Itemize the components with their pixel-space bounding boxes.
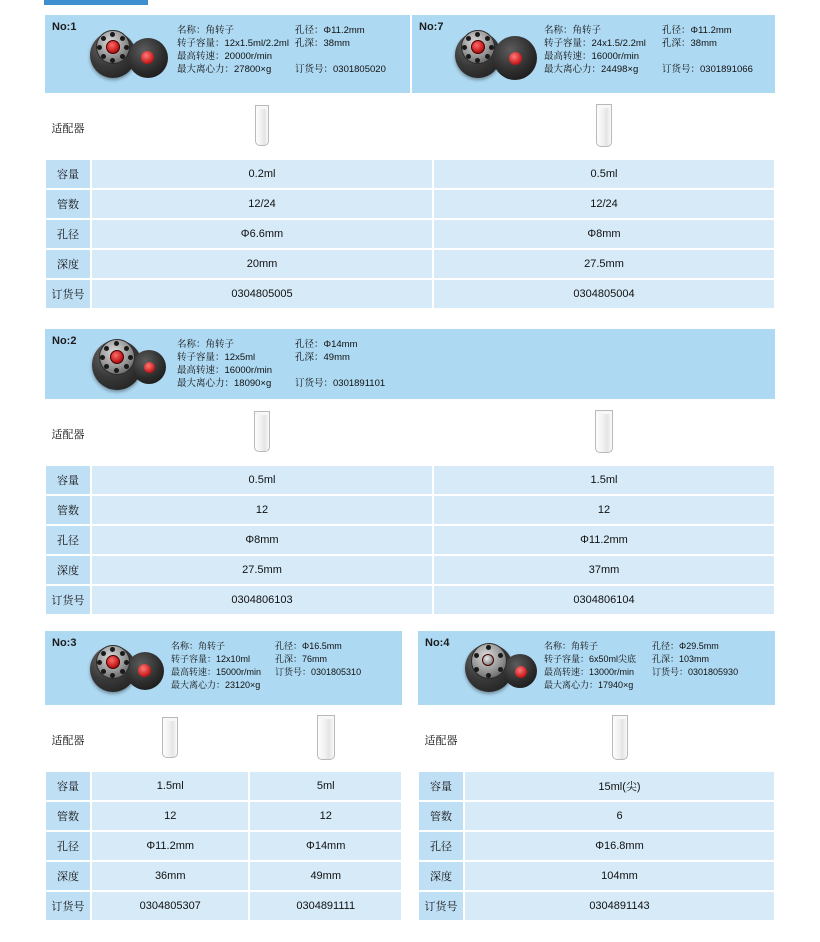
spec-val-holedia: Φ16.5mm [302, 641, 342, 651]
spec-val-name: 角转子 [205, 25, 235, 36]
spec-key-name: 名称： [544, 25, 573, 36]
tube-icon [162, 720, 178, 758]
cell-tube-count: 12 [250, 802, 401, 830]
rotor-spec-no1 [177, 15, 410, 93]
table-row-adapter [46, 710, 401, 770]
spec-key-name: 名称： [177, 25, 206, 36]
table-row-adapter [46, 404, 774, 464]
adapter-cell [250, 710, 401, 770]
rotor-image-no3 [85, 631, 171, 705]
spec-val-rcf: 24498×g [601, 64, 639, 75]
cell-capacity: 0.2ml [92, 160, 432, 188]
adapter-cell [434, 404, 774, 464]
cell-capacity: 0.5ml [92, 466, 432, 494]
rotor-number-label: No:1 [52, 21, 77, 33]
cell-depth: 27.5mm [92, 556, 432, 584]
row-label-order-no: 订货号 [46, 892, 90, 920]
row-label-tube-count: 管数 [46, 496, 90, 524]
table-row [46, 190, 774, 218]
spec-val-partno: 0301891101 [333, 378, 386, 389]
spec-val-name: 角转子 [205, 339, 235, 350]
table-row [46, 280, 774, 308]
row-label-bore: 孔径 [419, 832, 463, 860]
rotor-header-band-2 [44, 328, 776, 400]
rotor-header-no7 [410, 15, 775, 93]
spec-val-partno: 0301891066 [700, 64, 753, 75]
spec-key-holedepth: 孔深： [295, 38, 324, 49]
rotor-block-2 [44, 328, 776, 616]
spec-val-holedia: Φ11.2mm [690, 25, 732, 36]
spec-key-holedepth: 孔深： [652, 654, 680, 664]
row-label-order-no: 订货号 [46, 586, 90, 614]
spec-key-capacity: 转子容量： [544, 38, 592, 49]
spec-key-speed: 最高转速： [544, 51, 592, 62]
rotor-image-no2 [85, 329, 177, 399]
row-label-tube-count: 管数 [46, 802, 90, 830]
spec-key-speed: 最高转速： [171, 667, 217, 677]
row-label-depth: 深度 [46, 556, 90, 584]
adapter-cell [92, 98, 432, 158]
table-row [46, 526, 774, 554]
table-row [46, 250, 774, 278]
spec-key-holedepth: 孔深： [662, 38, 691, 49]
spec-val-rcf: 23120×g [225, 680, 261, 690]
spec-val-speed: 16000r/min [591, 51, 640, 62]
row-label-depth: 深度 [46, 250, 90, 278]
table-row-adapter [46, 98, 774, 158]
rotor-number-label: No:4 [425, 637, 450, 649]
table-row [419, 862, 774, 890]
cell-capacity: 5ml [250, 772, 401, 800]
rotor-block-1 [44, 14, 776, 310]
accent-bar [44, 0, 148, 5]
spec-val-partno: 0301805310 [311, 667, 362, 677]
spec-key-partno: 订货号： [652, 667, 689, 677]
cell-order-no: 0304806104 [434, 586, 774, 614]
spec-val-capacity: 6x50ml尖底 [589, 654, 637, 664]
spec-val-speed: 13000r/min [589, 667, 635, 677]
spec-key-speed: 最高转速： [177, 365, 225, 376]
spec-val-name: 角转子 [571, 641, 599, 651]
row-label-capacity: 容量 [419, 772, 463, 800]
spec-key-rcf: 最大离心力： [544, 64, 602, 75]
table-row [46, 862, 401, 890]
cell-order-no: 0304891111 [250, 892, 401, 920]
spec-val-name: 角转子 [198, 641, 226, 651]
spec-key-rcf: 最大离心力： [177, 378, 235, 389]
table-row [46, 586, 774, 614]
row-label-order-no: 订货号 [46, 280, 90, 308]
row-label-adapter: 适配器 [419, 710, 463, 770]
row-label-bore: 孔径 [46, 220, 90, 248]
cell-capacity: 1.5ml [92, 772, 248, 800]
spec-val-holedia: Φ14mm [323, 339, 358, 350]
spec-val-capacity: 12x10ml [216, 654, 251, 664]
row-label-adapter: 适配器 [46, 98, 90, 158]
spec-val-rcf: 18090×g [234, 378, 272, 389]
spec-val-holedia: Φ11.2mm [323, 25, 365, 36]
table-row [46, 496, 774, 524]
row-label-capacity: 容量 [46, 160, 90, 188]
row-label-depth: 深度 [46, 862, 90, 890]
cell-depth: 27.5mm [434, 250, 774, 278]
spec-key-name: 名称： [171, 641, 199, 651]
row-label-tube-count: 管数 [419, 802, 463, 830]
table-row [419, 892, 774, 920]
row-label-bore: 孔径 [46, 832, 90, 860]
table-row [419, 772, 774, 800]
spec-val-partno: 0301805020 [333, 64, 386, 75]
cell-order-no: 0304805307 [92, 892, 248, 920]
row-label-depth: 深度 [419, 862, 463, 890]
spec-key-rcf: 最大离心力： [177, 64, 235, 75]
rotor-header-band-4 [417, 630, 776, 706]
rotor-header-band-1 [44, 14, 776, 94]
cell-depth: 37mm [434, 556, 774, 584]
tube-icon [596, 107, 612, 147]
table-row [419, 832, 774, 860]
spec-val-speed: 16000r/min [224, 365, 273, 376]
rotor-header-no1 [45, 15, 410, 93]
table-row [46, 556, 774, 584]
cell-bore: Φ8mm [92, 526, 432, 554]
adapter-table-1 [44, 96, 776, 310]
spec-val-name: 角转子 [572, 25, 602, 36]
spec-key-capacity: 转子容量： [171, 654, 217, 664]
spec-val-rcf: 17940×g [598, 680, 634, 690]
table-row [46, 160, 774, 188]
tube-icon [612, 718, 628, 760]
adapter-cell [92, 710, 248, 770]
rotor-header-band-3 [44, 630, 403, 706]
spec-key-name: 名称： [177, 339, 206, 350]
adapter-cell [465, 710, 774, 770]
rotor-spec-no2 [177, 329, 775, 399]
table-row [419, 802, 774, 830]
row-label-capacity: 容量 [46, 772, 90, 800]
cell-bore: Φ14mm [250, 832, 401, 860]
cell-tube-count: 12/24 [92, 190, 432, 218]
tube-icon [255, 108, 269, 146]
rotor-number-label: No:2 [52, 335, 77, 347]
cell-bore: Φ16.8mm [465, 832, 774, 860]
spec-key-holedia: 孔径： [275, 641, 303, 651]
row-label-adapter: 适配器 [46, 404, 90, 464]
rotor-header-no4 [418, 631, 775, 705]
spec-key-partno: 订货号： [295, 64, 334, 75]
cell-capacity: 15ml(尖) [465, 772, 774, 800]
cell-depth: 36mm [92, 862, 248, 890]
spec-val-holedepth: 38mm [690, 38, 717, 49]
row-label-bore: 孔径 [46, 526, 90, 554]
spec-key-holedia: 孔径： [652, 641, 680, 651]
tube-icon [254, 414, 270, 452]
cell-order-no: 0304805004 [434, 280, 774, 308]
spec-key-holedia: 孔径： [662, 25, 691, 36]
cell-depth: 49mm [250, 862, 401, 890]
cell-bore: Φ6.6mm [92, 220, 432, 248]
spec-key-partno: 订货号： [275, 667, 312, 677]
spec-key-capacity: 转子容量： [544, 654, 590, 664]
spec-val-capacity: 12x1.5ml/2.2ml [224, 38, 289, 49]
cell-capacity: 1.5ml [434, 466, 774, 494]
spec-key-name: 名称： [544, 641, 572, 651]
rotor-image-no4 [458, 631, 544, 705]
spec-val-partno: 0301805930 [688, 667, 739, 677]
spec-val-speed: 20000r/min [224, 51, 273, 62]
cell-tube-count: 12 [92, 802, 248, 830]
spec-key-speed: 最高转速： [177, 51, 225, 62]
adapter-table-4 [417, 708, 776, 922]
spec-val-speed: 15000r/min [216, 667, 262, 677]
rotor-image-no1 [85, 15, 177, 93]
rotor-image-no7 [452, 15, 544, 93]
spec-val-holedepth: 49mm [323, 352, 350, 363]
cell-bore: Φ11.2mm [434, 526, 774, 554]
rotor-number-label: No:7 [419, 21, 444, 33]
cell-order-no: 0304806103 [92, 586, 432, 614]
rotor-block-3 [44, 630, 776, 922]
cell-depth: 104mm [465, 862, 774, 890]
rotor-header-no2 [45, 329, 775, 399]
cell-order-no: 0304805005 [92, 280, 432, 308]
rotor-number-label: No:3 [52, 637, 77, 649]
rotor-spec-no3 [171, 631, 402, 705]
cell-tube-count: 12 [434, 496, 774, 524]
row-label-tube-count: 管数 [46, 190, 90, 218]
adapter-cell [92, 404, 432, 464]
table-row [46, 802, 401, 830]
spec-val-holedia: Φ29.5mm [679, 641, 719, 651]
rotor-spec-no4 [544, 631, 775, 705]
spec-key-rcf: 最大离心力： [171, 680, 226, 690]
row-label-order-no: 订货号 [419, 892, 463, 920]
spec-val-rcf: 27800×g [234, 64, 272, 75]
spec-val-holedepth: 76mm [302, 654, 328, 664]
spec-key-holedia: 孔径： [295, 25, 324, 36]
row-label-adapter: 适配器 [46, 710, 90, 770]
adapter-table-3 [44, 708, 403, 922]
cell-depth: 20mm [92, 250, 432, 278]
spec-key-partno: 订货号： [295, 378, 334, 389]
spec-val-holedepth: 38mm [323, 38, 350, 49]
adapter-table-2 [44, 402, 776, 616]
cell-bore: Φ11.2mm [92, 832, 248, 860]
spec-val-holedepth: 103mm [679, 654, 710, 664]
tube-icon [595, 413, 613, 453]
rotor-panel-no3 [44, 630, 403, 922]
cell-tube-count: 12/24 [434, 190, 774, 218]
rotor-header-no3 [45, 631, 402, 705]
spec-key-holedia: 孔径： [295, 339, 324, 350]
spec-key-holedepth: 孔深： [275, 654, 303, 664]
table-row [46, 892, 401, 920]
table-row [46, 220, 774, 248]
table-row [46, 772, 401, 800]
spec-key-capacity: 转子容量： [177, 38, 225, 49]
table-row [46, 832, 401, 860]
table-row-adapter [419, 710, 774, 770]
cell-bore: Φ8mm [434, 220, 774, 248]
spec-key-partno: 订货号： [662, 64, 701, 75]
spec-key-speed: 最高转速： [544, 667, 590, 677]
spec-val-capacity: 12x5ml [224, 352, 256, 363]
adapter-cell [434, 98, 774, 158]
cell-tube-count: 12 [92, 496, 432, 524]
rotor-spec-no7 [544, 15, 775, 93]
cell-tube-count: 6 [465, 802, 774, 830]
table-row [46, 466, 774, 494]
rotor-panel-no4 [417, 630, 776, 922]
spec-key-rcf: 最大离心力： [544, 680, 599, 690]
spec-key-capacity: 转子容量： [177, 352, 225, 363]
tube-icon [317, 718, 335, 760]
cell-order-no: 0304891143 [465, 892, 774, 920]
spec-val-capacity: 24x1.5/2.2ml [591, 38, 646, 49]
cell-capacity: 0.5ml [434, 160, 774, 188]
spec-key-holedepth: 孔深： [295, 352, 324, 363]
row-label-capacity: 容量 [46, 466, 90, 494]
